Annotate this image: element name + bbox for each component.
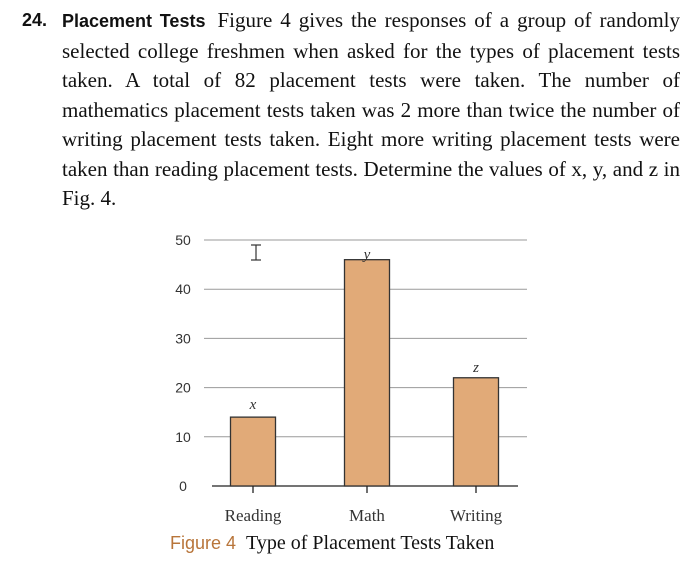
y-tick-label: 0 <box>179 478 187 494</box>
y-tick-label: 50 <box>175 232 191 248</box>
x-category-label: Reading <box>224 506 282 525</box>
bar-variable-label: x <box>249 397 257 413</box>
x-category-label: Writing <box>449 506 503 525</box>
problem-text: Figure 4 gives the responses of a group of randomly selected college freshmen when asked for the types of placement tests taken. A total of 82 placement tests were taken. The number of mathematics placement tests taken was 2 more than twice the number of writing placement tests taken. Eight more writing placement tests were taken than reading placement tests. Determine the values of x, y, and z in Fig. 4. <box>62 8 681 210</box>
bar-writing <box>454 378 499 486</box>
y-tick-label: 40 <box>175 281 191 298</box>
bar-variable-label: y <box>363 247 371 263</box>
x-category-label: Math <box>349 506 385 525</box>
problem-heading: Placement Tests <box>62 11 206 31</box>
y-tick-label: 30 <box>175 330 191 347</box>
figure-caption <box>170 532 494 555</box>
figure-caption-text: Type of Placement Tests Taken <box>246 532 495 554</box>
y-tick-label: 20 <box>175 379 191 396</box>
bar-math <box>345 260 390 486</box>
problem-number: 24. <box>22 10 48 30</box>
y-tick-label: 10 <box>175 428 191 445</box>
bar-variable-label: z <box>473 360 479 376</box>
figure-label: Figure 4 <box>170 533 237 553</box>
bar-reading <box>231 417 276 486</box>
